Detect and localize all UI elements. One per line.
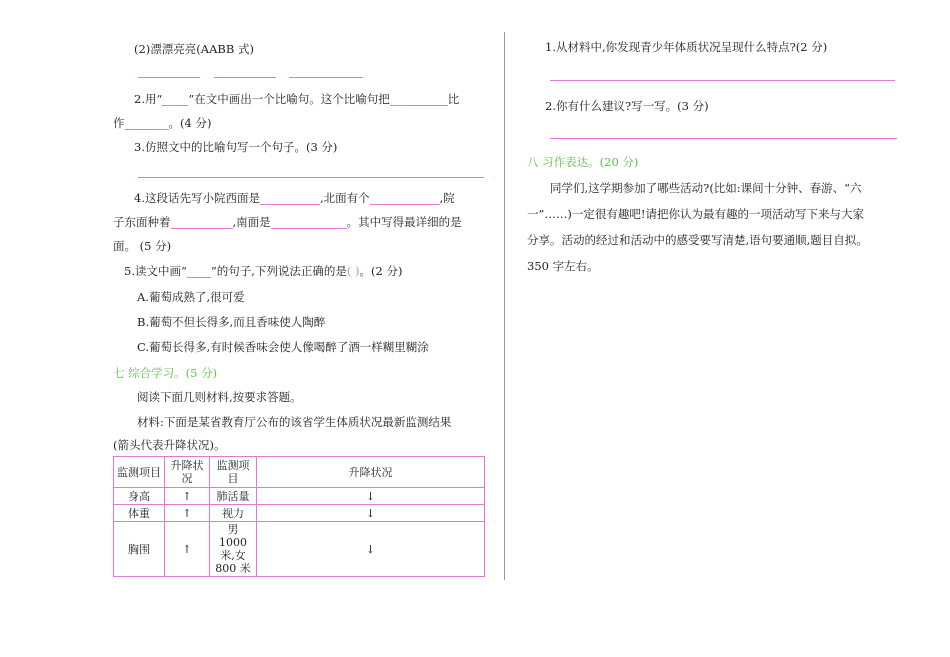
north-blank[interactable] (370, 192, 440, 205)
question-3-answer-line[interactable] (138, 177, 484, 178)
question-2-line-1: 2.用“ ”在文中画出一个比喻句。这个比喻句把 比 (134, 92, 460, 106)
header-change-1: 升降状况 (165, 457, 210, 488)
health-monitoring-table (113, 456, 485, 577)
table-row: 体重 ↑ 视力 ↓ (114, 505, 485, 522)
section-7-title: 七 综合学习。(5 分) (113, 366, 218, 380)
question-3: 3.仿照文中的比喻句写一个句子。(3 分) (134, 140, 338, 154)
answer-blank-3[interactable] (289, 77, 363, 78)
essay-prompt-line-4: 350 字左右。 (527, 259, 599, 273)
west-blank[interactable] (260, 192, 320, 205)
south-blank[interactable] (271, 216, 347, 229)
right-question-2-answer-line[interactable] (550, 138, 897, 139)
question-4-line-1: 4.这段话先写小院西面是 ,北面有个 ,院 (134, 191, 455, 205)
question-4-line-3: 面。 (5 分) (113, 239, 172, 253)
material-line-2: (箭头代表升降状况)。 (113, 438, 226, 452)
question-2-line-2: 作 。(4 分) (113, 116, 212, 130)
option-b[interactable]: B.葡萄不但长得多,而且香味使人陶醉 (137, 315, 326, 329)
table-row: 胸围 ↑ 男 1000 米,女 800 米 ↓ (114, 522, 485, 577)
reading-instruction: 阅读下面几则材料,按要求答题。 (137, 390, 302, 404)
section-8-title: 八 习作表达。(20 分) (527, 155, 639, 169)
essay-prompt-line-1: 同学们,这学期参加了哪些活动?(比如:课间十分钟、春游、“六 (550, 181, 862, 195)
answer-blank-1[interactable] (138, 77, 200, 78)
question-item-aabb: (2)漂漂亮亮(AABB 式) (134, 42, 254, 56)
up-arrow: ↑ (165, 505, 210, 522)
header-change-2: 升降状况 (257, 457, 485, 488)
mark-symbol-blank (187, 265, 211, 278)
header-item-2: 监测项目 (210, 457, 257, 488)
up-arrow: ↑ (165, 488, 210, 505)
right-question-1-answer-line[interactable] (550, 80, 895, 81)
option-c[interactable]: C.葡萄长得多,有时候香味会使人像喝醉了酒一样糊里糊涂 (137, 340, 429, 354)
mark-symbol-blank (162, 93, 188, 106)
table-header-row (114, 457, 485, 488)
right-question-2: 2.你有什么建议?写一写。(3 分) (545, 99, 709, 113)
material-line-1: 材料:下面是某省教育厅公布的该省学生体质状况最新监测结果 (137, 415, 452, 429)
down-arrow: ↓ (257, 505, 485, 522)
right-question-1: 1.从材料中,你发现青少年体质状况呈现什么特点?(2 分) (545, 40, 828, 54)
east-blank[interactable] (171, 216, 233, 229)
answer-blank-2[interactable] (214, 77, 276, 78)
question-4-line-2: 子东面种着 ,南面是 。其中写得最详细的是 (113, 215, 462, 229)
up-arrow: ↑ (165, 522, 210, 577)
metaphor-subject-blank[interactable] (390, 93, 448, 106)
header-item-1: 监测项目 (114, 457, 165, 488)
table-row: 身高 ↑ 肺活量 ↓ (114, 488, 485, 505)
metaphor-object-blank[interactable] (125, 117, 169, 130)
question-5: 5.读文中画“ ”的句子,下列说法正确的是( )。(2 分) (124, 264, 403, 278)
column-divider (504, 32, 505, 580)
option-a[interactable]: A.葡萄成熟了,很可爱 (137, 290, 245, 304)
essay-prompt-line-2: 一”……)一定很有趣吧!请把你认为最有趣的一项活动写下来与大家 (527, 207, 864, 221)
answer-parentheses[interactable]: ( ) (346, 264, 360, 278)
down-arrow: ↓ (257, 488, 485, 505)
down-arrow: ↓ (257, 522, 485, 577)
essay-prompt-line-3: 分享。活动的经过和活动中的感受要写清楚,语句要通顺,题目自拟。 (527, 233, 868, 247)
